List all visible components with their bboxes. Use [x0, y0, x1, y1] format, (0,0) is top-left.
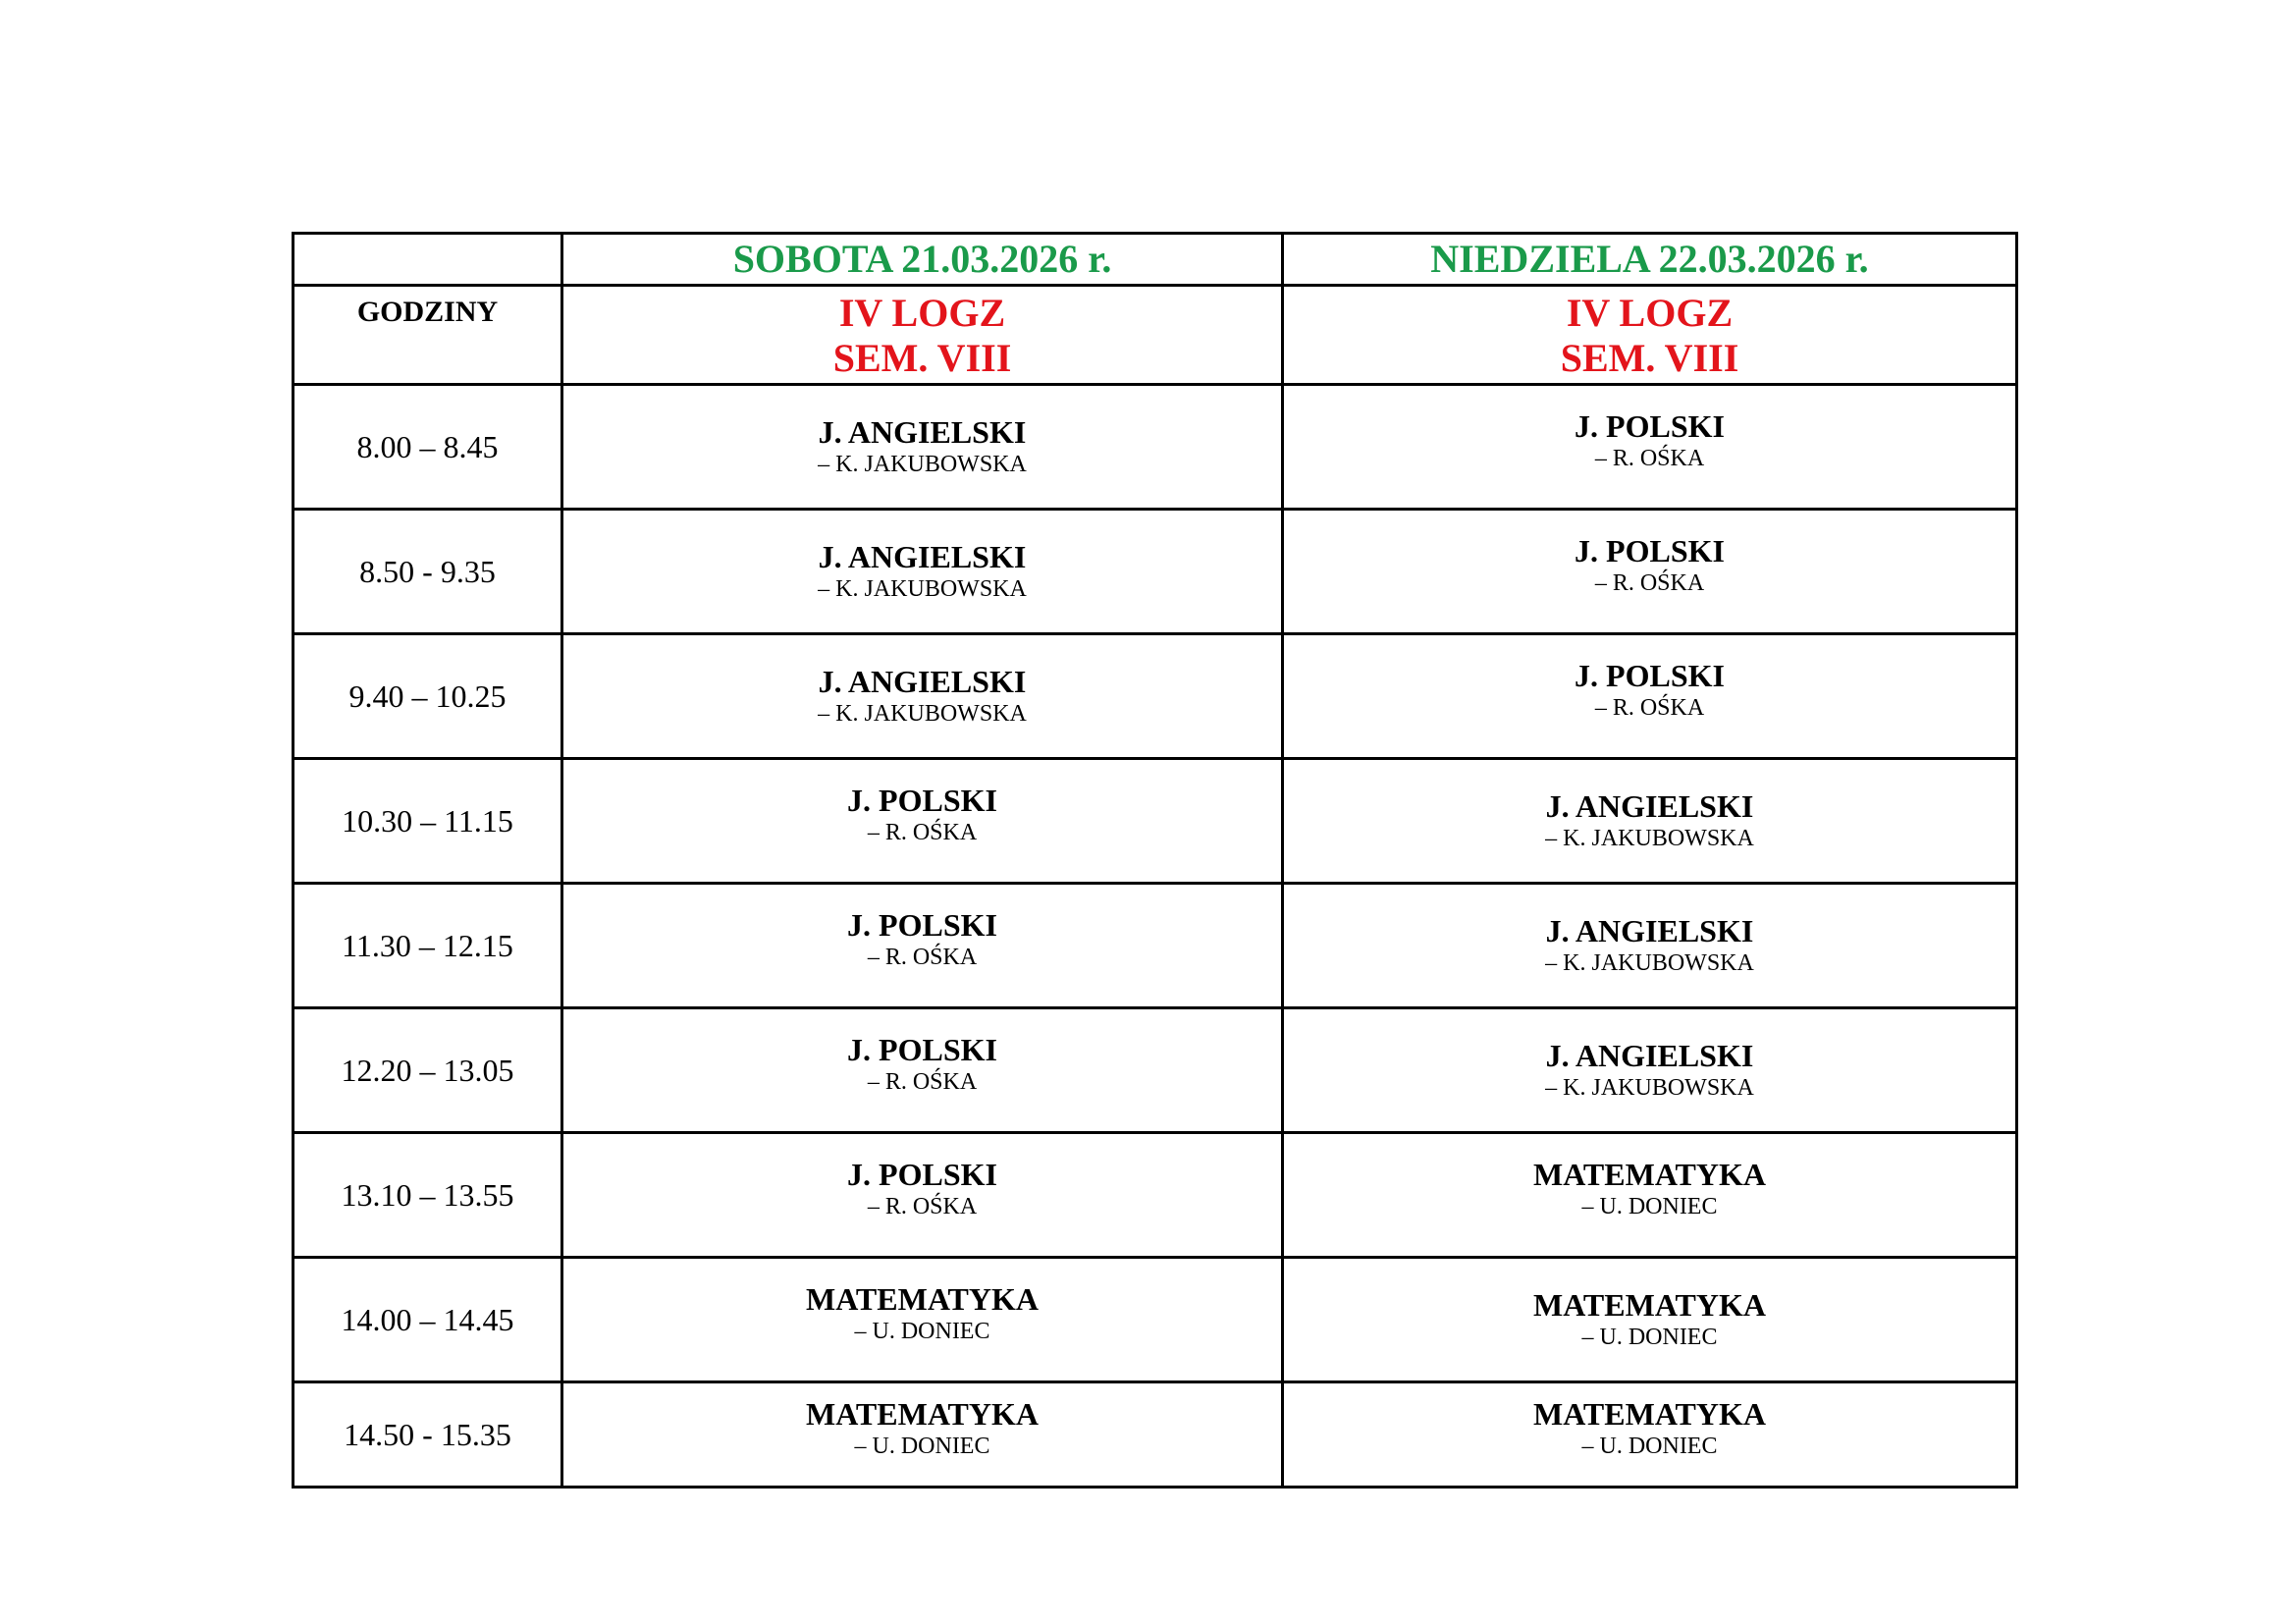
saturday-lesson-cell: [562, 385, 1283, 510]
subject: J. POLSKI: [1575, 408, 1725, 444]
time-slot: 12.20 – 13.05: [341, 1053, 514, 1088]
sunday-lesson-cell: [1283, 1133, 2017, 1258]
teacher: – K. JAKUBOWSKA: [818, 701, 1027, 727]
saturday-lesson-cell: [562, 1258, 1283, 1382]
saturday-lesson-cell: [562, 510, 1283, 634]
time-slot: 14.00 – 14.45: [341, 1302, 514, 1337]
saturday-lesson-cell: [562, 884, 1283, 1008]
sunday-semester: SEM. VIII: [1560, 336, 1739, 380]
teacher: – K. JAKUBOWSKA: [1545, 950, 1754, 976]
subject: J. POLSKI: [1575, 533, 1725, 568]
sunday-lesson-cell: [1283, 385, 2017, 510]
sunday-lesson-cell: [1283, 1008, 2017, 1133]
subject: J. ANGIELSKI: [1545, 1038, 1754, 1073]
table-row: [294, 884, 2017, 1008]
saturday-lesson-cell: [562, 1133, 1283, 1258]
teacher: – R. OŚKA: [867, 820, 978, 845]
hours-header-cell: [294, 286, 562, 385]
time-slot: 9.40 – 10.25: [348, 678, 507, 714]
saturday-lesson-cell: [562, 1008, 1283, 1133]
teacher: – U. DONIEC: [1581, 1325, 1718, 1350]
time-slot: 14.50 - 15.35: [344, 1417, 511, 1452]
teacher: – R. OŚKA: [867, 1069, 978, 1095]
teacher: – R. OŚKA: [1594, 695, 1705, 721]
time-slot: 8.00 – 8.45: [356, 429, 499, 464]
subject: MATEMATYKA: [805, 1396, 1039, 1432]
sunday-group-cell: [1283, 286, 2017, 385]
table-row: [294, 510, 2017, 634]
sunday-lesson-cell: [1283, 634, 2017, 759]
table-row: [294, 634, 2017, 759]
teacher: – R. OŚKA: [1594, 570, 1705, 596]
sunday-header-cell: [1283, 234, 2017, 286]
teacher: – K. JAKUBOWSKA: [1545, 1075, 1754, 1101]
subject: MATEMATYKA: [1532, 1287, 1766, 1323]
subject: J. POLSKI: [1575, 658, 1725, 693]
teacher: – U. DONIEC: [1581, 1194, 1718, 1219]
saturday-header-cell: [562, 234, 1283, 286]
subject: J. POLSKI: [847, 907, 997, 943]
sunday-lesson-cell: [1283, 1258, 2017, 1382]
subject: MATEMATYKA: [1532, 1157, 1766, 1192]
teacher: – K. JAKUBOWSKA: [818, 576, 1027, 602]
saturday-lesson-cell: [562, 634, 1283, 759]
saturday-group-cell: [562, 286, 1283, 385]
time-cell: [294, 510, 562, 634]
subject: J. ANGIELSKI: [818, 539, 1027, 574]
subject: J. POLSKI: [847, 1032, 997, 1067]
teacher: – U. DONIEC: [854, 1319, 990, 1344]
group-header-row: [294, 286, 2017, 385]
schedule-table: [292, 232, 2018, 1489]
subject: J. ANGIELSKI: [1545, 788, 1754, 824]
sunday-title: NIEDZIELA 22.03.2026 r.: [1430, 237, 1869, 281]
table-row: [294, 1258, 2017, 1382]
table-row: [294, 1008, 2017, 1133]
time-cell: [294, 1382, 562, 1488]
saturday-group-name: IV LOGZ: [838, 291, 1006, 335]
time-cell: [294, 759, 562, 884]
table-row: [294, 1133, 2017, 1258]
day-header-row: [294, 234, 2017, 286]
subject: J. POLSKI: [847, 783, 997, 818]
teacher: – K. JAKUBOWSKA: [818, 452, 1027, 477]
time-cell: [294, 385, 562, 510]
sunday-group-name: IV LOGZ: [1566, 291, 1734, 335]
subject: J. ANGIELSKI: [818, 414, 1027, 450]
time-cell: [294, 884, 562, 1008]
subject: J. POLSKI: [847, 1157, 997, 1192]
teacher: – U. DONIEC: [1581, 1434, 1718, 1459]
time-cell: [294, 1133, 562, 1258]
corner-cell: [294, 234, 562, 286]
saturday-title: SOBOTA 21.03.2026 r.: [732, 237, 1112, 281]
time-cell: [294, 1258, 562, 1382]
sunday-lesson-cell: [1283, 1382, 2017, 1488]
table-row: [294, 385, 2017, 510]
subject: MATEMATYKA: [805, 1281, 1039, 1317]
sunday-lesson-cell: [1283, 759, 2017, 884]
time-slot: 11.30 – 12.15: [342, 928, 513, 963]
subject: J. ANGIELSKI: [818, 664, 1027, 699]
hours-header: GODZINY: [356, 296, 499, 328]
teacher: – U. DONIEC: [854, 1434, 990, 1459]
subject: MATEMATYKA: [1532, 1396, 1766, 1432]
time-slot: 10.30 – 11.15: [342, 803, 513, 839]
subject: J. ANGIELSKI: [1545, 913, 1754, 948]
time-cell: [294, 634, 562, 759]
sunday-lesson-cell: [1283, 510, 2017, 634]
sunday-lesson-cell: [1283, 884, 2017, 1008]
saturday-lesson-cell: [562, 759, 1283, 884]
teacher: – R. OŚKA: [867, 945, 978, 970]
table-row: [294, 1382, 2017, 1488]
teacher: – K. JAKUBOWSKA: [1545, 826, 1754, 851]
saturday-lesson-cell: [562, 1382, 1283, 1488]
time-slot: 8.50 - 9.35: [359, 554, 496, 589]
time-slot: 13.10 – 13.55: [341, 1177, 514, 1213]
teacher: – R. OŚKA: [867, 1194, 978, 1219]
time-cell: [294, 1008, 562, 1133]
table-row: [294, 759, 2017, 884]
teacher: – R. OŚKA: [1594, 446, 1705, 471]
saturday-semester: SEM. VIII: [832, 336, 1012, 380]
